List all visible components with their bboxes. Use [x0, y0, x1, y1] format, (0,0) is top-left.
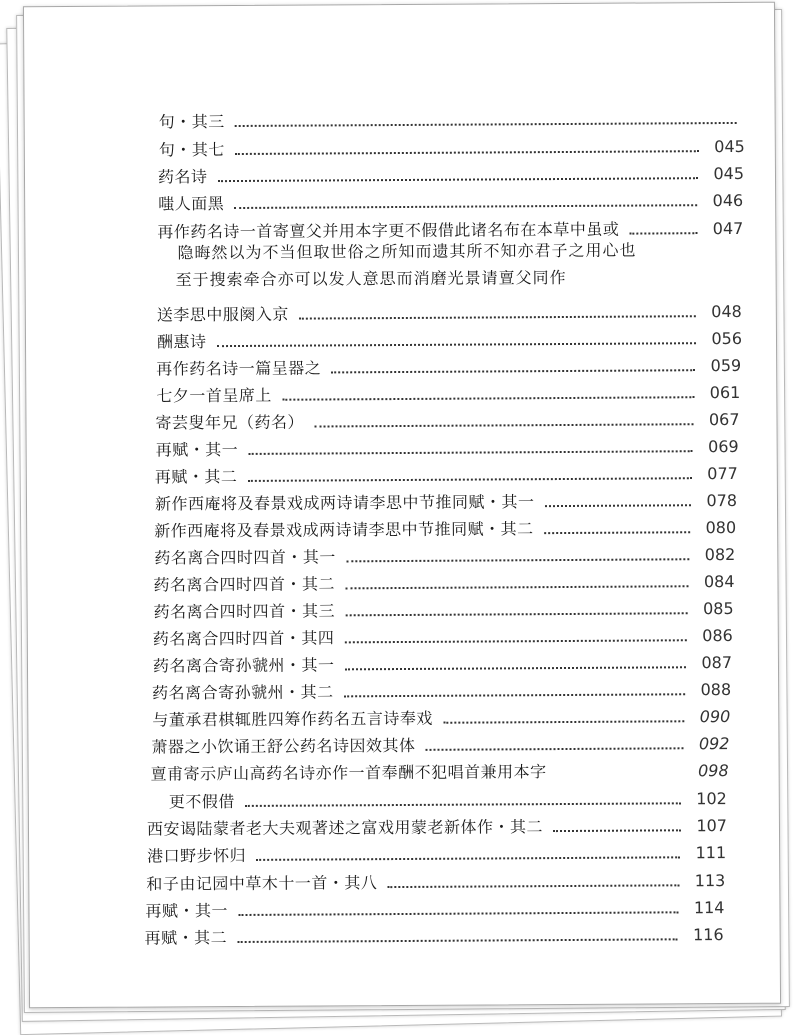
toc-entry-title: 句・其七 — [158, 140, 225, 160]
toc-entry — [151, 755, 729, 785]
toc-entry-page: 067 — [708, 409, 740, 430]
dot-leader — [237, 938, 677, 943]
toc-entry-title: 再赋・其二 — [144, 928, 228, 948]
dot-leader — [299, 315, 696, 319]
toc-entry-page: 048 — [711, 301, 742, 322]
toc-entry — [158, 158, 744, 188]
dot-leader — [387, 884, 679, 888]
toc-entry-page: 047 — [712, 218, 744, 239]
dot-leader — [346, 558, 689, 562]
toc-entry-page: 086 — [702, 625, 733, 646]
toc-entry-page: 111 — [695, 843, 727, 863]
toc-entry — [153, 566, 734, 596]
dot-leader — [544, 531, 690, 534]
dot-leader — [345, 666, 686, 670]
toc-entry — [145, 892, 724, 922]
dot-leader — [282, 396, 694, 401]
toc-entry-title: 药名离合四时四首・其一 — [154, 547, 336, 568]
toc-entry-page: 088 — [700, 679, 732, 700]
toc-entry — [159, 103, 745, 133]
toc-entry — [154, 539, 735, 569]
toc-entry-page: 078 — [706, 490, 738, 511]
toc-entry-title: 七夕一首呈席上 — [156, 385, 272, 406]
toc-entry-title: 药名离合四时四首・其三 — [153, 601, 336, 622]
dot-leader — [629, 232, 697, 234]
toc-entry-page: 113 — [694, 871, 726, 891]
dot-leader — [256, 856, 680, 861]
dot-leader — [245, 802, 681, 807]
toc-entry — [147, 810, 727, 840]
table-of-contents — [24, 3, 780, 1008]
toc-entry — [157, 323, 742, 353]
toc-entry — [157, 213, 743, 243]
dot-leader — [545, 504, 691, 507]
toc-entry — [146, 865, 725, 895]
toc-entry-page: 077 — [707, 463, 738, 484]
toc-entry — [169, 783, 727, 812]
dot-leader — [248, 450, 692, 455]
toc-entry — [152, 701, 730, 731]
toc-page — [23, 2, 781, 1009]
dot-leader — [345, 585, 688, 589]
toc-entry-page: 059 — [710, 355, 742, 376]
toc-entry-title: 再作药名诗一篇呈器之 — [156, 358, 322, 379]
toc-entry — [152, 674, 731, 704]
dot-leader — [557, 774, 683, 777]
toc-entry-page: 102 — [696, 789, 727, 809]
dot-leader — [553, 829, 681, 832]
toc-entry-page: 090 — [699, 706, 731, 727]
toc-entry — [156, 431, 739, 461]
toc-entry — [156, 377, 740, 407]
dot-leader — [247, 477, 691, 482]
toc-entry-page: 069 — [708, 436, 739, 457]
toc-entry-title: 新作西庵将及春景戏成两诗请李思中节推同赋・其一 — [154, 492, 535, 514]
toc-entry-page: 061 — [709, 382, 741, 403]
toc-entry — [151, 728, 729, 758]
toc-entry-title: 与董承君棋辄胜四筹作药名五言诗奉戏 — [152, 708, 433, 730]
toc-entry-title: 药名诗 — [157, 167, 208, 187]
toc-entry — [156, 350, 741, 380]
dot-leader — [331, 369, 695, 373]
toc-entry-title: 亶甫寄示庐山高药名诗亦作一首奉酬不犯唱首兼用本字 — [150, 762, 547, 784]
toc-entry-page: 107 — [696, 816, 728, 836]
dot-leader — [217, 342, 696, 347]
toc-entry — [154, 512, 736, 542]
toc-entry-title: 药名离合寄孙虢州・其二 — [152, 682, 334, 703]
toc-entry-page: 114 — [693, 898, 725, 918]
dot-leader — [345, 612, 687, 616]
dot-leader — [314, 423, 693, 427]
toc-entry-title: 再作药名诗一首寄亶父并用本字更不假借此诸名布在本草中虽或 — [157, 219, 620, 242]
dot-leader — [234, 204, 697, 209]
toc-entry-title: 西安谒陆蒙者老大夫观著述之富戏用蒙老新体作・其二 — [146, 817, 544, 839]
toc-entry-page: 092 — [698, 734, 730, 754]
toc-entry-title: 新作西庵将及春景戏成两诗请李思中节推同赋・其二 — [154, 519, 534, 541]
toc-entry-title: 药名离合四时四首・其二 — [153, 574, 336, 595]
toc-entry-title: 再赋・其一 — [155, 439, 239, 460]
toc-entry-continuation: 至于搜索牵合亦可以发人意思而消磨光景请亶父同作 — [175, 267, 567, 290]
toc-entry-title: 和子由记园中草木十一首・其八 — [146, 873, 378, 894]
toc-entry-page: 098 — [698, 761, 729, 781]
toc-entry-title: 嗤人面黑 — [158, 194, 225, 214]
toc-entry-page: 116 — [693, 925, 724, 945]
dot-leader — [235, 150, 699, 155]
toc-entry — [145, 919, 724, 949]
toc-entry-title: 更不假借 — [168, 792, 235, 812]
dot-leader — [218, 177, 698, 182]
toc-entry-title: 再赋・其一 — [145, 901, 229, 921]
dot-leader — [344, 639, 686, 643]
toc-entry — [155, 458, 738, 488]
toc-entry-page: 080 — [705, 517, 737, 538]
toc-entry-page: 045 — [714, 136, 745, 157]
toc-entry — [159, 131, 745, 161]
toc-entry-page: 056 — [711, 328, 743, 349]
toc-entry — [157, 296, 742, 326]
toc-entry-page: 085 — [703, 598, 734, 619]
toc-entry-page: 082 — [704, 544, 736, 565]
toc-entry-title: 送李思中服阕入京 — [156, 304, 289, 325]
toc-entry-title: 寄芸叟年兄（药名） — [155, 412, 305, 433]
toc-entry-title: 再赋・其二 — [154, 467, 238, 487]
dot-leader — [235, 122, 737, 127]
toc-entry-title: 句・其三 — [158, 112, 225, 132]
toc-entry-title: 药名离合四时四首・其四 — [152, 628, 335, 649]
dot-leader — [238, 911, 678, 916]
dot-leader — [344, 693, 685, 697]
dot-leader — [426, 747, 684, 751]
toc-entry — [158, 185, 743, 215]
toc-entry-page: 045 — [713, 163, 745, 184]
toc-entry — [155, 485, 737, 515]
toc-entry-title: 药名离合寄孙虢州・其一 — [152, 655, 335, 676]
toc-entry — [147, 837, 726, 867]
toc-entry-title: 萧器之小饮诵王舒公药名诗因效其体 — [151, 735, 416, 757]
toc-entry-title: 港口野步怀归 — [147, 845, 247, 866]
toc-entry-page: 087 — [701, 652, 733, 673]
toc-entry — [153, 647, 732, 677]
toc-entry-continuation: 隐晦然以为不当但取世俗之所知而遗其所不知亦君子之用心也 — [177, 240, 637, 263]
toc-entry — [153, 620, 733, 650]
toc-entry-title: 酬惠诗 — [156, 332, 207, 352]
toc-entry — [154, 593, 734, 623]
toc-entry — [155, 404, 739, 434]
toc-entry-page: 046 — [712, 190, 744, 211]
dot-leader — [443, 720, 684, 723]
toc-entry-page: 084 — [703, 571, 735, 592]
